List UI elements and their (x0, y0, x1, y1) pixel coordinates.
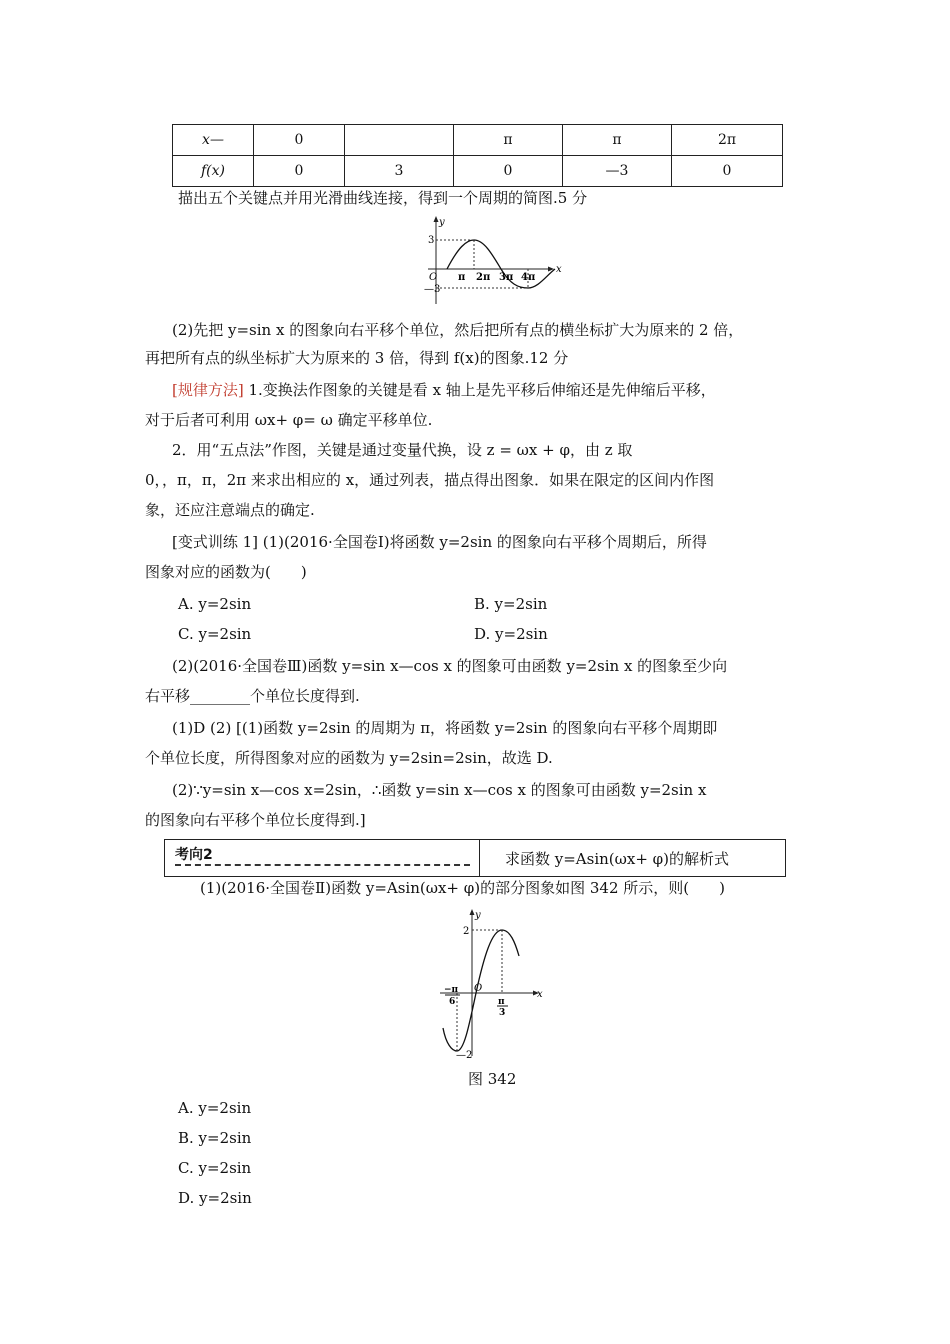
x-tick: 4π (521, 272, 536, 283)
text-line: 描出五个关键点并用光滑曲线连接，得到一个周期的简图.5 分 (178, 189, 588, 207)
x-tick: π (458, 272, 466, 283)
table-cell: f(x) (173, 156, 254, 187)
section-tag: 考向2 (175, 847, 213, 863)
text-line: 对于后者可利用 ωx+ φ= ω 确定平移单位. (145, 411, 433, 429)
x-tick: 2π (476, 272, 491, 283)
x-tick: 3π (499, 272, 514, 283)
section-title: 求函数 y=Asin(ωx+ φ)的解析式 (505, 850, 730, 868)
text-line: (2)(2016·全国卷Ⅲ)函数 y=sin x—cos x 的图象可由函数 y=2sin x 的图象至少向 (172, 657, 728, 675)
sine-graph-one-period (418, 214, 563, 306)
neg-tick-numerator: −π (444, 985, 459, 995)
table-cell (345, 125, 454, 156)
y-axis-arrow (470, 909, 475, 915)
text-line: (2)先把 y=sin x 的图象向右平移个单位，然后把所有点的横坐标扩大为原来的 2 倍， (172, 321, 744, 339)
table-cell: π (454, 125, 563, 156)
table-cell: 2π (672, 125, 783, 156)
table-cell: 3 (345, 156, 454, 187)
text-line: 的图象向右平移个单位长度得到.] (145, 811, 366, 829)
table-cell: —3 (563, 156, 672, 187)
text-line: 右平移________个单位长度得到. (145, 687, 360, 705)
option-b: B. y=2sin (178, 1129, 252, 1147)
option-a: A. y=2sin (178, 595, 252, 613)
method-tag: [规律方法] (172, 381, 244, 399)
table-cell: 0 (672, 156, 783, 187)
y-tick-top: 3 (428, 235, 435, 246)
option-c: C. y=2sin (178, 1159, 252, 1177)
y-axis-label: y (439, 217, 445, 228)
origin-label: O (474, 983, 483, 994)
option-a: A. y=2sin (178, 1099, 252, 1117)
option-b: B. y=2sin (474, 595, 548, 613)
dashed-rule (175, 864, 470, 866)
option-d: D. y=2sin (474, 625, 548, 643)
figure-caption: 图 342 (468, 1070, 517, 1088)
pos-tick-denominator: 3 (499, 1008, 506, 1018)
table-row (173, 156, 783, 187)
text-line: 再把所有点的纵坐标扩大为原来的 3 倍，得到 f(x)的图象.12 分 (145, 349, 569, 367)
y-tick-bottom: —3 (424, 284, 441, 295)
y-axis-label: y (475, 910, 481, 921)
pos-tick-numerator: π (498, 997, 505, 1007)
origin-label: O (429, 272, 438, 283)
y-tick-top: 2 (463, 926, 470, 937)
section-header-box (164, 839, 786, 877)
text-line: (2)∵y=sin x—cos x=2sin，∴函数 y=sin x—cos x 的图象可由函数 y=2sin x (172, 781, 707, 799)
table-cell: x— (173, 125, 254, 156)
option-c: C. y=2sin (178, 625, 252, 643)
table-cell: 0 (454, 156, 563, 187)
text-line: 个单位长度，所得图象对应的函数为 y=2sin=2sin，故选 D. (145, 749, 553, 767)
text-line: (1)D (2) [(1)函数 y=2sin 的周期为 π，将函数 y=2sin 的图象向右平移个周期即 (172, 719, 718, 737)
table-cell: 0 (254, 125, 345, 156)
text-line: 0，，π，π，2π 来求出相应的 x，通过列表，描点得出图象．如果在限定的区间内作图 (145, 471, 715, 489)
neg-tick-denominator: 6 (449, 997, 456, 1007)
text-line: [规律方法] 1.变换法作图象的关键是看 x 轴上是先平移后伸缩还是先伸缩后平移， (172, 381, 716, 399)
key-point-table (172, 124, 783, 187)
section-tag-cell (165, 840, 480, 876)
text-line: [变式训练 1] (1)(2016·全国卷Ⅰ)将函数 y=2sin 的图象向右平移个周期后，所得 (172, 533, 707, 551)
table-row (173, 125, 783, 156)
x-axis-label: x (537, 989, 543, 1000)
option-d: D. y=2sin (178, 1189, 252, 1207)
y-axis-arrow (434, 216, 439, 222)
text-line: 2．用“五点法”作图，关键是通过变量代换，设 z = ωx + φ，由 z 取 (172, 441, 633, 459)
text-line: (1)(2016·全国卷Ⅱ)函数 y=Asin(ωx+ φ)的部分图象如图 342 所示，则( ) (200, 879, 725, 897)
table-cell: 0 (254, 156, 345, 187)
x-axis-label: x (556, 264, 562, 275)
table-cell: π (563, 125, 672, 156)
text-line: 象，还应注意端点的确定. (145, 501, 315, 519)
partial-sine-graph (438, 906, 548, 1058)
y-tick-bottom: —2 (456, 1050, 473, 1058)
text-line: 图象对应的函数为( ) (145, 563, 307, 581)
